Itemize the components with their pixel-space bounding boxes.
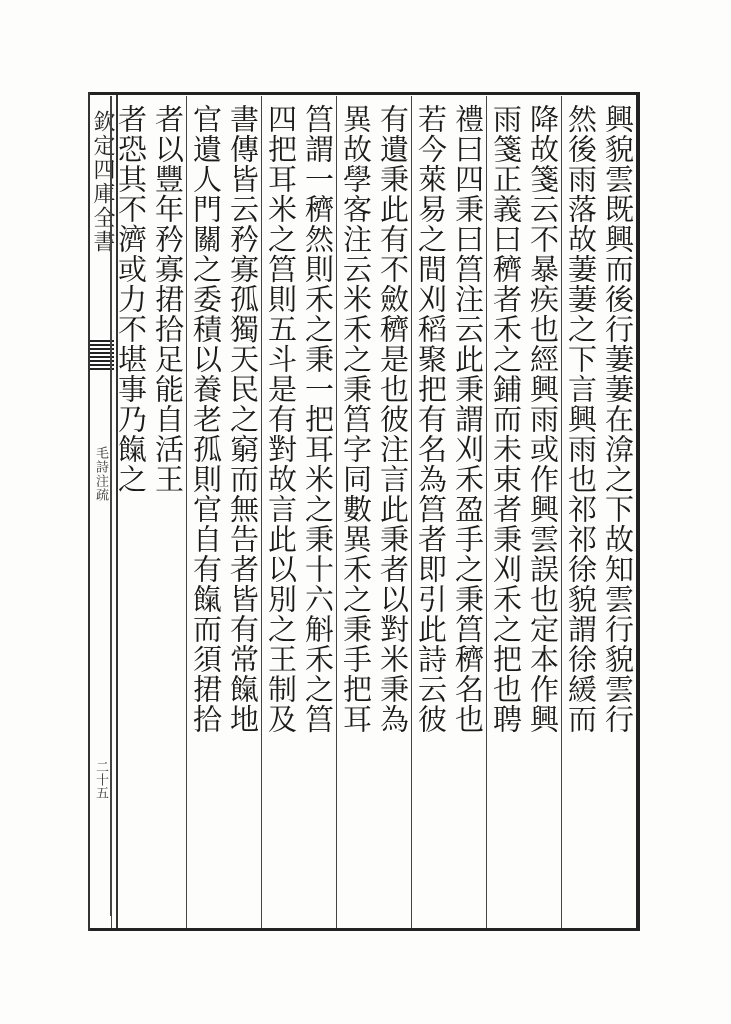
note-line: 者以豐年矜寡捃拾足能自活王 xyxy=(151,104,185,494)
note-line: 書傳皆云矜寡孤獨天民之窮而無告者皆有常餼地 xyxy=(226,104,260,734)
note-column-5 xyxy=(261,96,336,928)
note-line: 官遺人門關之委積以養老孤則官自有餼而須捃拾 xyxy=(189,104,223,734)
note-line: 四把耳米之筥則五斗是有對故言此以別之王制及 xyxy=(264,104,298,734)
text-columns xyxy=(114,96,636,928)
note-line: 有遺秉此有不斂穧是也彼注言此秉者以對米秉為 xyxy=(376,104,410,734)
note-column-3 xyxy=(411,96,486,928)
note-line: 筥謂一穧然則禾之秉一把耳米之秉十六斛禾之筥 xyxy=(301,104,335,734)
note-line: 者恐其不濟或力不堪事乃餼之 xyxy=(114,104,148,494)
note-line: 若今萊易之間刈稻聚把有名為筥者即引此詩云彼 xyxy=(414,104,448,734)
note-line: 雨箋正義曰穧者禾之鋪而未束者秉刈禾之把也聘 xyxy=(489,104,523,734)
note-column-2 xyxy=(486,96,561,928)
note-column-6 xyxy=(186,96,261,928)
spine-title: 欽定四庫全書 xyxy=(90,110,115,254)
frame-bottom-border xyxy=(88,928,640,931)
note-line: 降故箋云不暴疾也經興雨或作興雲誤也定本作興 xyxy=(526,104,560,734)
note-line: 禮曰四秉曰筥注云此秉謂刈禾盈手之秉筥穧名也 xyxy=(451,104,485,734)
spine-page-number: 二十五 xyxy=(93,760,108,799)
note-column-7 xyxy=(111,96,186,928)
frame-top-border xyxy=(88,92,640,95)
note-line: 異故學客注云米禾之秉筥字同數異禾之秉手把耳 xyxy=(339,104,373,734)
frame-right-border xyxy=(636,92,640,931)
note-column-4 xyxy=(336,96,411,928)
spine-book-name: 毛詩注疏 xyxy=(93,446,108,502)
note-line: 然後雨落故萋萋之下言興雨也祁祁徐貌謂徐緩而 xyxy=(564,104,598,734)
note-line: 興貌雲既興而後行萋萋在渰之下故知雲行貌雲行 xyxy=(601,104,635,734)
note-column-1 xyxy=(561,96,636,928)
